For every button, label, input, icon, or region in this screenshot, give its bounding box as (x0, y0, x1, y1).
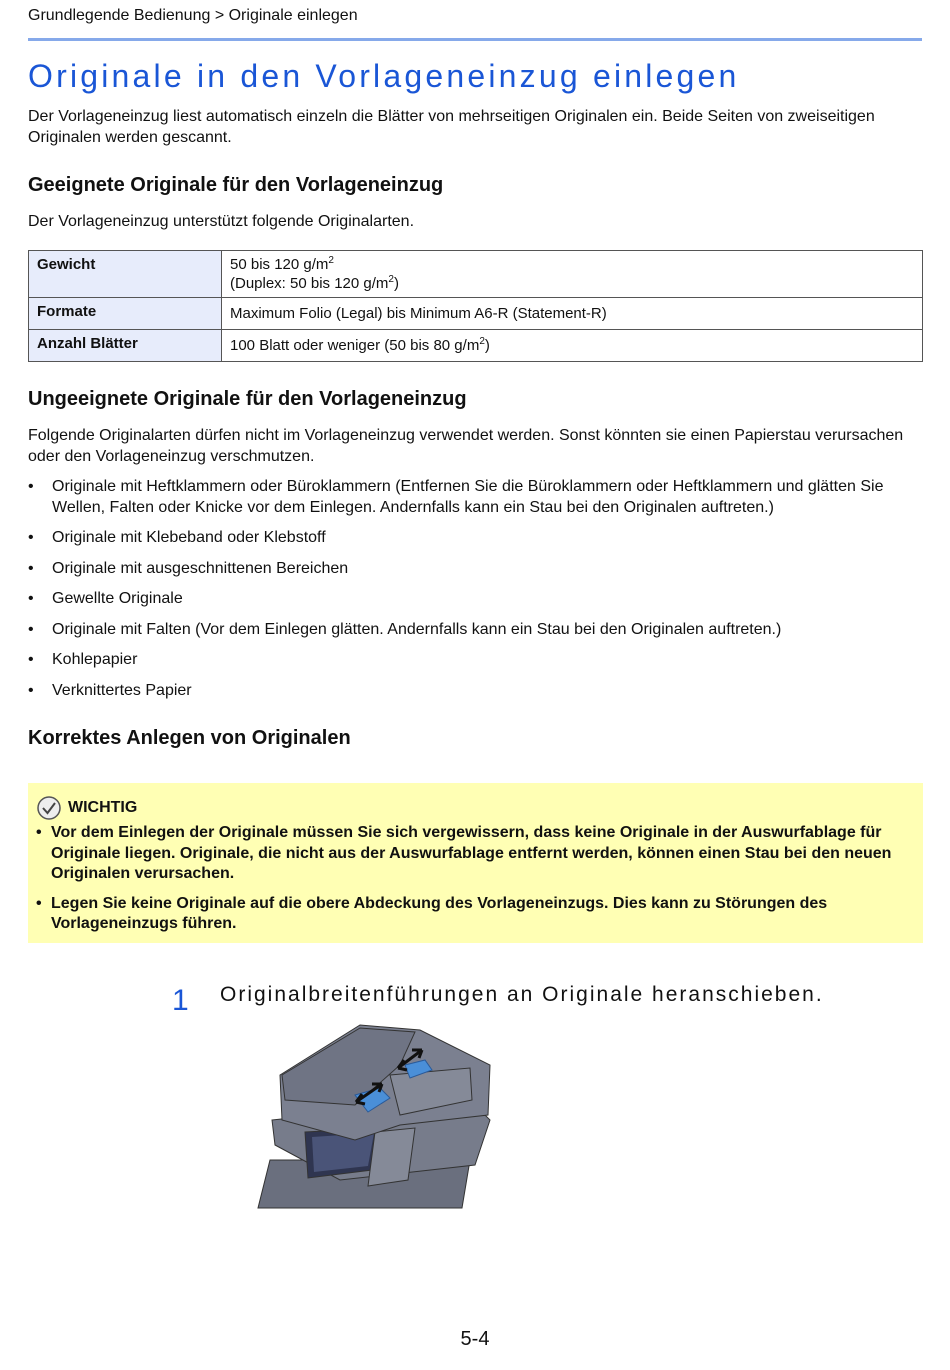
note-list (36, 823, 916, 944)
important-note (28, 783, 923, 943)
row-value: Maximum Folio (Legal) bis Minimum A6-R (Statement-R) (222, 298, 923, 330)
list-item: • Originale mit Heftklammern oder Büroklammern (Entfernen Sie die Büroklammern oder Heftklammern und glätten Sie Wellen, Falten oder Knicke vor dem Einlegen. Andernfalls kann ein Stau bei den Originalen auftreten.) (28, 477, 918, 518)
breadcrumb: Grundlegende Bedienung > Originale einlegen (28, 7, 358, 24)
table-row (29, 330, 923, 362)
row-value: 100 Blatt oder weniger (50 bis 80 $g/m^2$) (222, 330, 923, 362)
check-circle-icon (36, 795, 62, 821)
list-item: • Kohlepapier (28, 650, 918, 671)
row-key: Formate (29, 298, 222, 330)
list-item: • Verknittertes Papier (28, 681, 918, 702)
correct-heading: Korrektes Anlegen von Originalen (28, 727, 351, 749)
page-number: 5-4 (460, 1328, 490, 1350)
unsuitable-heading: Ungeeignete Originale für den Vorlageneinzug (28, 388, 467, 410)
row-value: 50 bis 120 $g/m^2$ (Duplex: 50 bis 120 $g/m^2$) (222, 251, 923, 298)
printer-illustration (250, 1020, 500, 1210)
row-key: Gewicht (29, 251, 222, 298)
suitable-heading: Geeignete Originale für den Vorlageneinzug (28, 174, 444, 196)
note-label: WICHTIG (68, 799, 138, 816)
step-text: Originalbreitenführungen an Originale heranschieben. (220, 983, 824, 1006)
list-item: • Gewellte Originale (28, 589, 918, 610)
header-rule (28, 38, 922, 41)
unsuitable-text: Folgende Originalarten dürfen nicht im Vorlageneinzug verwendet werden. Sonst könnten sie einen Papierstau verursachen oder den Vorlageneinzug verschmutzen. (28, 427, 904, 465)
suitable-text: Der Vorlageneinzug unterstützt folgende Originalarten. (28, 213, 415, 230)
table-row (29, 298, 923, 330)
unsuitable-list (28, 477, 918, 711)
list-item: • Originale mit Klebeband oder Klebstoff (28, 528, 918, 549)
list-item: • Originale mit Falten (Vor dem Einlegen glätten. Andernfalls kann ein Stau bei den Originalen auftreten.) (28, 620, 918, 641)
table-row (29, 251, 923, 298)
row-key: Anzahl Blätter (29, 330, 222, 362)
step-number: 1 (172, 984, 189, 1017)
note-item: • Legen Sie keine Originale auf die obere Abdeckung des Vorlageneinzugs. Dies kann zu Störungen des Vorlageneinzugs führen. (36, 894, 916, 935)
note-item: • Vor dem Einlegen der Originale müssen Sie sich vergewissern, dass keine Originale in der Auswurfablage für Originale liegen. Originale, die nicht aus der Auswurfablage entfernt werden, können einen Stau bei den neuen Originalen verursachen. (36, 823, 916, 885)
intro-text: Der Vorlageneinzug liest automatisch einzeln die Blätter von mehrseitigen Originalen ein. Beide Seiten von zweiseitigen Originalen werden gescannt. (28, 108, 875, 146)
page-title: Originale in den Vorlageneinzug einlegen (28, 58, 740, 94)
specs-table (28, 250, 923, 362)
list-item: • Originale mit ausgeschnittenen Bereichen (28, 559, 918, 580)
